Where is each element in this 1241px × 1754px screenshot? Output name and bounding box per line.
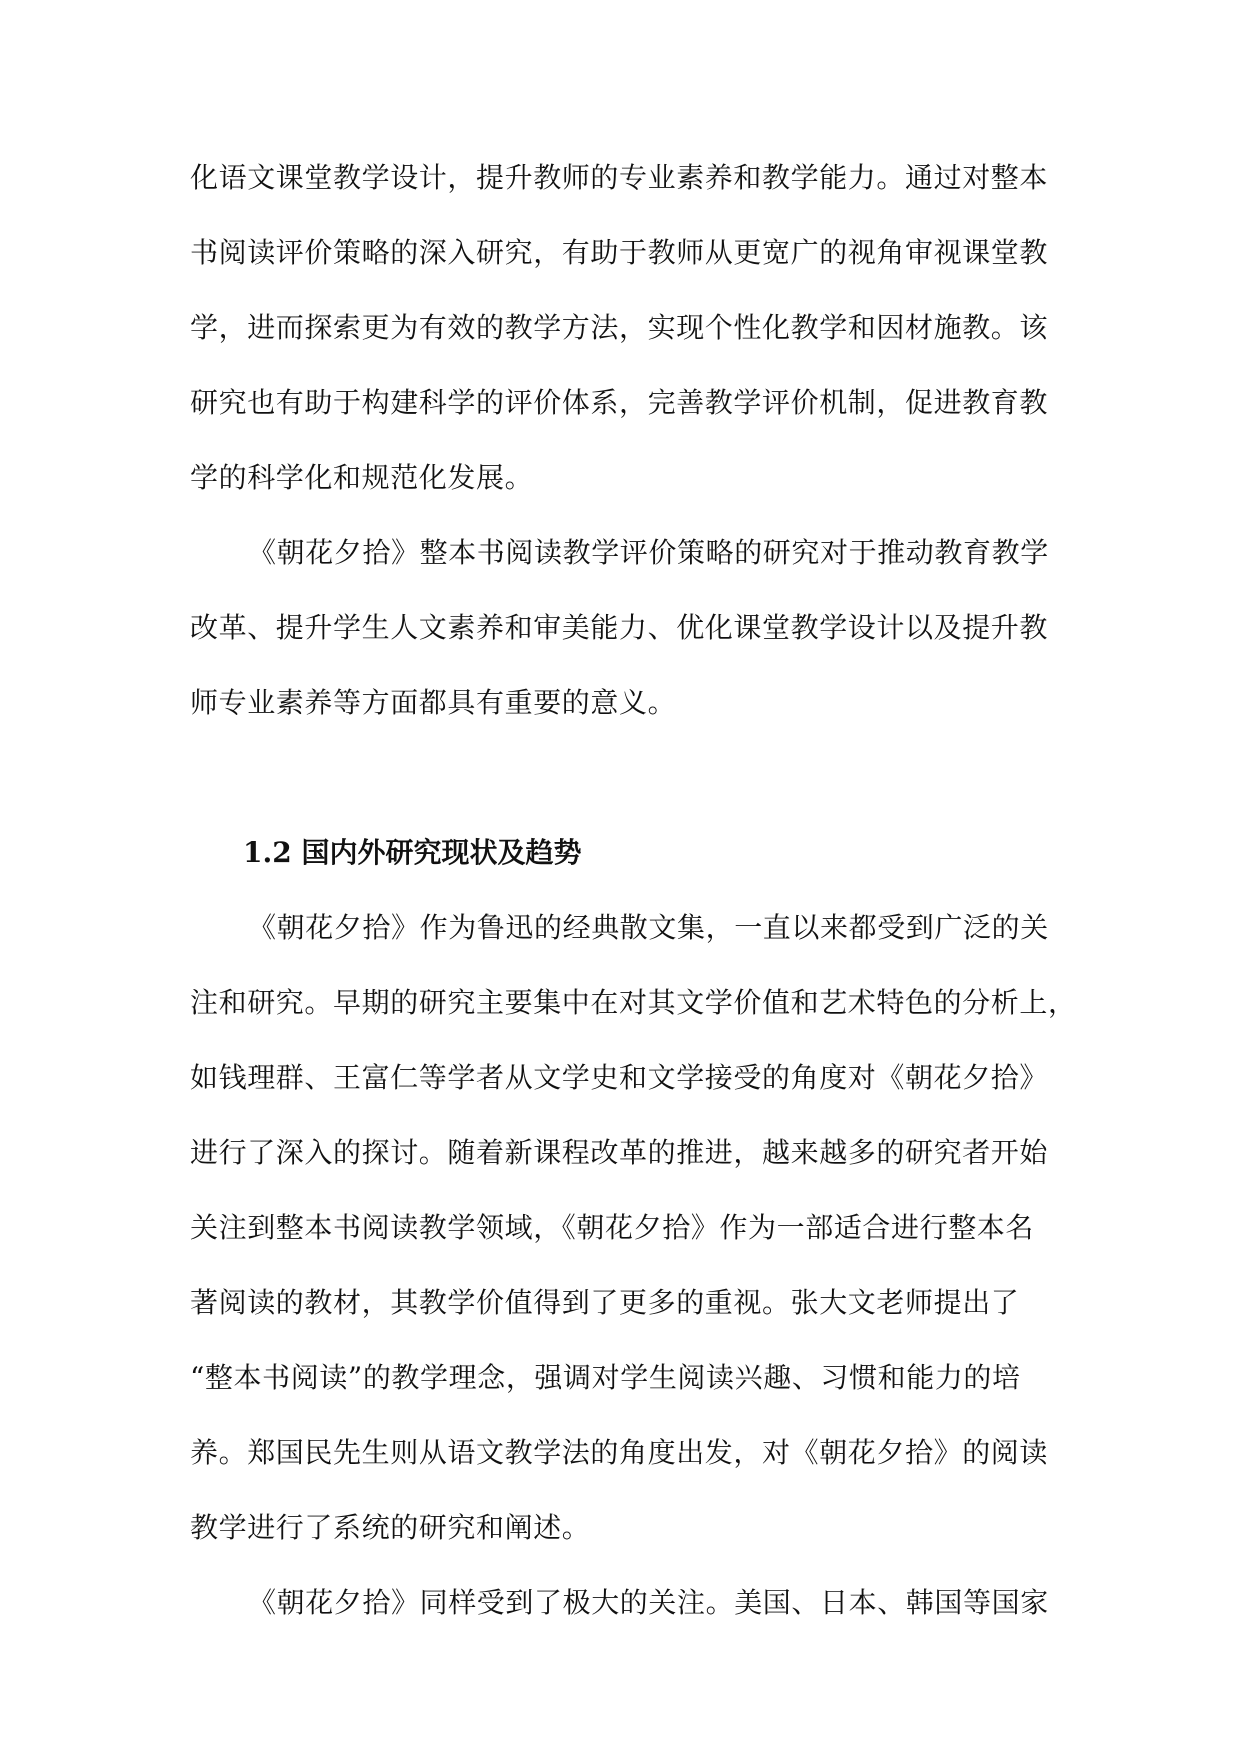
text-line: 关注到整本书阅读教学领域，《朝花夕拾》作为一部适合进行整本名: [190, 1211, 1035, 1244]
text-line: 化语文课堂教学设计，提升教师的专业素养和教学能力。通过对整本: [190, 161, 1049, 194]
text-line: 学，进而探索更为有效的教学方法，实现个性化教学和因材施教。该: [190, 311, 1049, 344]
text-line: 教学进行了系统的研究和阐述。: [190, 1511, 591, 1544]
text-line: 书阅读评价策略的深入研究，有助于教师从更宽广的视角审视课堂教: [190, 236, 1049, 269]
text-line: 著阅读的教材，其教学价值得到了更多的重视。张大文老师提出了: [190, 1286, 1020, 1319]
section-gap: [190, 740, 1060, 815]
text-line: 师专业素养等方面都具有重要的意义。: [190, 686, 677, 719]
paragraph: [190, 140, 1060, 515]
text-line: 学的科学化和规范化发展。: [190, 461, 534, 494]
text-line: 进行了深入的探讨。随着新课程改革的推进，越来越多的研究者开始: [190, 1136, 1049, 1169]
text-line: 养。郑国民先生则从语文教学法的角度出发，对《朝花夕拾》的阅读: [190, 1436, 1049, 1469]
text-line: “整本书阅读”的教学理念，强调对学生阅读兴趣、习惯和能力的培: [190, 1361, 1021, 1394]
text-line: 《朝花夕拾》同样受到了极大的关注。美国、日本、韩国等国家: [248, 1586, 1049, 1619]
section-heading: 1.2 国内外研究现状及趋势: [243, 836, 582, 869]
paragraph: [190, 890, 1077, 1565]
text-line: 研究也有助于构建科学的评价体系，完善教学评价机制，促进教育教: [190, 386, 1049, 419]
text-line: 注和研究。早期的研究主要集中在对其文学价值和艺术特色的分析上，: [190, 986, 1077, 1019]
text-line: 改革、提升学生人文素养和审美能力、优化课堂教学设计以及提升教: [190, 611, 1049, 644]
paragraph: [190, 1565, 1060, 1640]
text-line: 如钱理群、王富仁等学者从文学史和文学接受的角度对《朝花夕拾》: [190, 1061, 1049, 1094]
paragraph: [190, 515, 1060, 740]
text-line: 《朝花夕拾》作为鲁迅的经典散文集，一直以来都受到广泛的关: [248, 911, 1049, 944]
document-body: [190, 140, 1077, 1640]
text-line: 《朝花夕拾》整本书阅读教学评价策略的研究对于推动教育教学: [248, 536, 1049, 569]
